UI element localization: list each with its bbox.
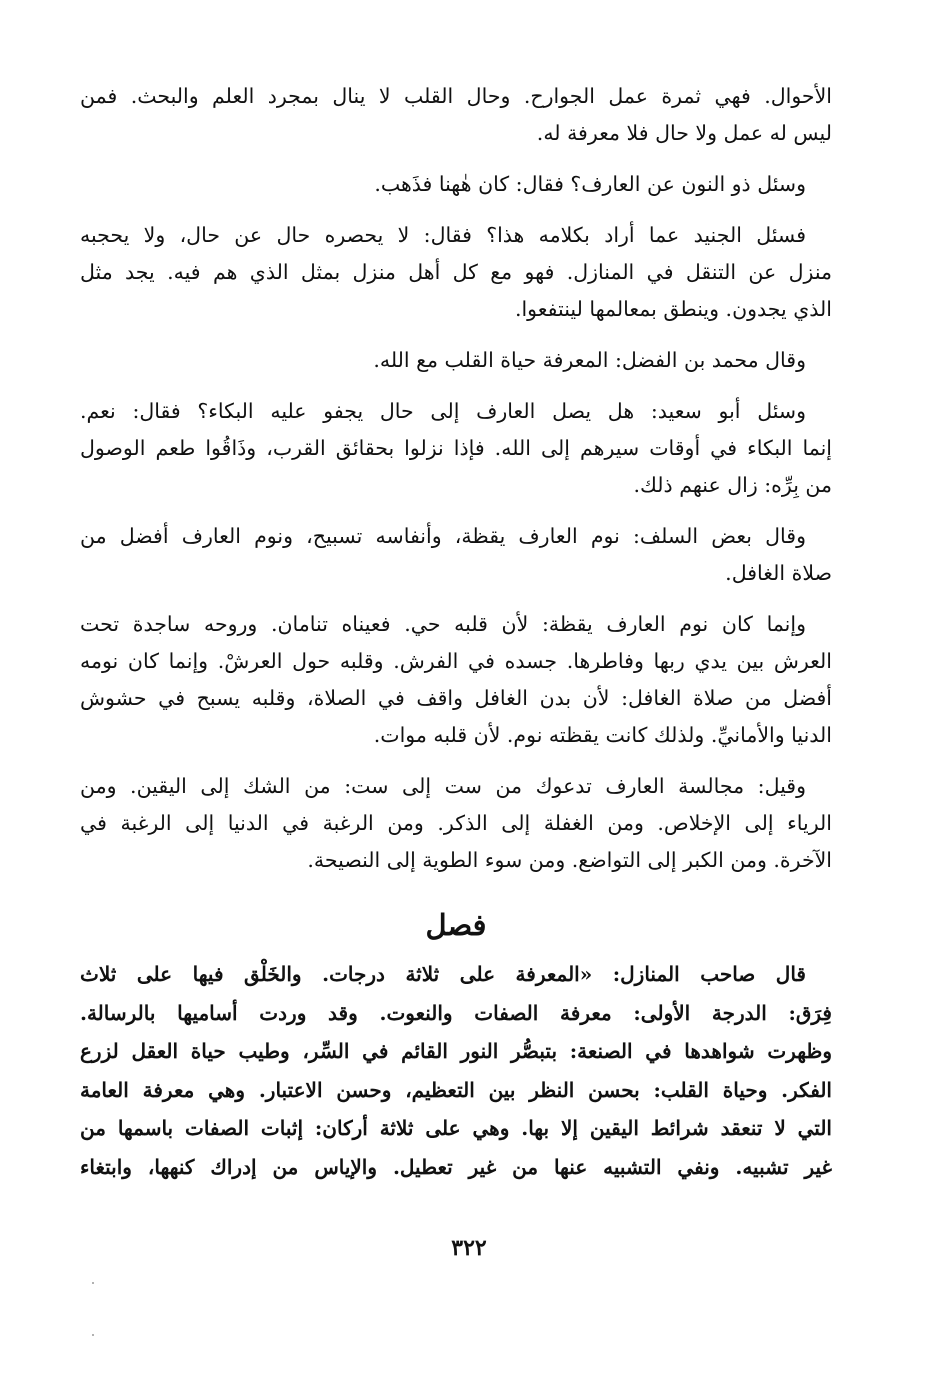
text-line: الدنيا والأمانيِّ. ولذلك كانت يقظته نوم. لأن قلبه موات.	[373, 723, 832, 747]
text-line: فسئل الجنيد عما أراد بكلامه هذا؟ فقال: لا يحصره حال عن حال، ولا يحجبه	[80, 223, 806, 247]
section-heading: فصل	[425, 908, 487, 942]
text-line: وإنما كان نوم العارف يقظة: لأن قلبه حي. فعيناه تنامان. وروحه ساجدة تحت	[80, 612, 806, 636]
text-line: صلاة الغافل.	[725, 561, 832, 585]
text-line: وقيل: مجالسة العارف تدعوك من ست إلى ست: من الشك إلى اليقين. ومن	[80, 774, 806, 798]
book-page	[80, 78, 832, 1186]
bold-paragraph	[80, 955, 832, 1186]
text-line: أفضل من صلاة الغافل: لأن بدن الغافل واقف في الصلاة، وقلبه يسبح في حشوش	[80, 686, 832, 710]
text-line: الذي يجدون. وينطق بمعالمها لينتفعوا.	[514, 297, 832, 321]
text-line: فِرَق: الدرجة الأولى: معرفة الصفات والنعوت. وقد وردت أساميها بالرسالة.	[80, 1000, 832, 1025]
text-line: منزل عن التنقل في المنازل. فهو مع كل أهل منزل بمثل الذي هم فيه. يجد مثل	[80, 260, 832, 284]
text-line: التي لا تنعقد شرائط اليقين إلا بها. وهي على ثلاثة أركان: إثبات الصفات باسمها من	[80, 1116, 832, 1140]
text-line: الفكر. وحياة القلب: بحسن النظر بين التعظيم، وحسن الاعتبار. وهي معرفة العامة	[80, 1077, 832, 1102]
text-line: قال صاحب المنازل: «المعرفة على ثلاثة درجات. والخَلْق فيها على ثلاث	[80, 962, 806, 986]
scan-speck	[92, 1282, 94, 1284]
scan-speck	[92, 1334, 94, 1336]
text-line: العرش بين يدي ربها وفاطرها. جسده في الفرش. وقلبه حول العرشْ. وإنما كان نومه	[80, 649, 832, 673]
paragraph-6	[80, 518, 832, 592]
text-line: وقال محمد بن الفضل: المعرفة حياة القلب مع الله.	[373, 348, 806, 372]
text-line: وسئل ذو النون عن العارف؟ فقال: كان هٰهنا فذَهب.	[374, 172, 806, 196]
text-line: ليس له عمل ولا حال فلا معرفة له.	[536, 121, 832, 145]
text-line: إنما البكاء في أوقات سيرهم إلى الله. فإذا نزلوا بحقائق القرب، وذَاقُوا طعم الوصول	[80, 436, 832, 460]
paragraph-4	[80, 342, 832, 379]
text-line: الرياء إلى الإخلاص. ومن الغفلة إلى الذكر. ومن الرغبة في الدنيا إلى الرغبة في	[80, 811, 832, 835]
paragraph-1	[80, 78, 832, 152]
paragraph-2	[80, 166, 832, 203]
paragraph-8	[80, 768, 832, 879]
paragraph-5	[80, 393, 832, 504]
page-number: ٣٢٢	[451, 1235, 487, 1261]
paragraph-7	[80, 606, 832, 754]
text-line: وقال بعض السلف: نوم العارف يقظة، وأنفاسه تسبيح، ونوم العارف أفضل من	[80, 524, 806, 548]
text-line: غير تشبيه. ونفي التشبيه عنها من غير تعطيل. والإياس من إدراك كنهها، وابتغاء	[80, 1154, 832, 1179]
paragraph-3	[80, 217, 832, 328]
text-line: من بِرِّه: زال عنهم ذلك.	[633, 473, 832, 497]
text-line: الأحوال. فهي ثمرة عمل الجوارح. وحال القلب لا ينال بمجرد العلم والبحث. فمن	[80, 84, 832, 108]
text-line: وسئل أبو سعيد: هل يصل العارف إلى حال يجفو عليه البكاء؟ فقال: نعم.	[80, 399, 806, 423]
text-line: وظهرت شواهدها في الصنعة: بتبصُّر النور القائم في السِّر، وطيب حياة العقل لزرع	[80, 1039, 832, 1063]
text-line: الآخرة. ومن الكبر إلى التواضع. ومن سوء الطوية إلى النصيحة.	[307, 848, 832, 872]
